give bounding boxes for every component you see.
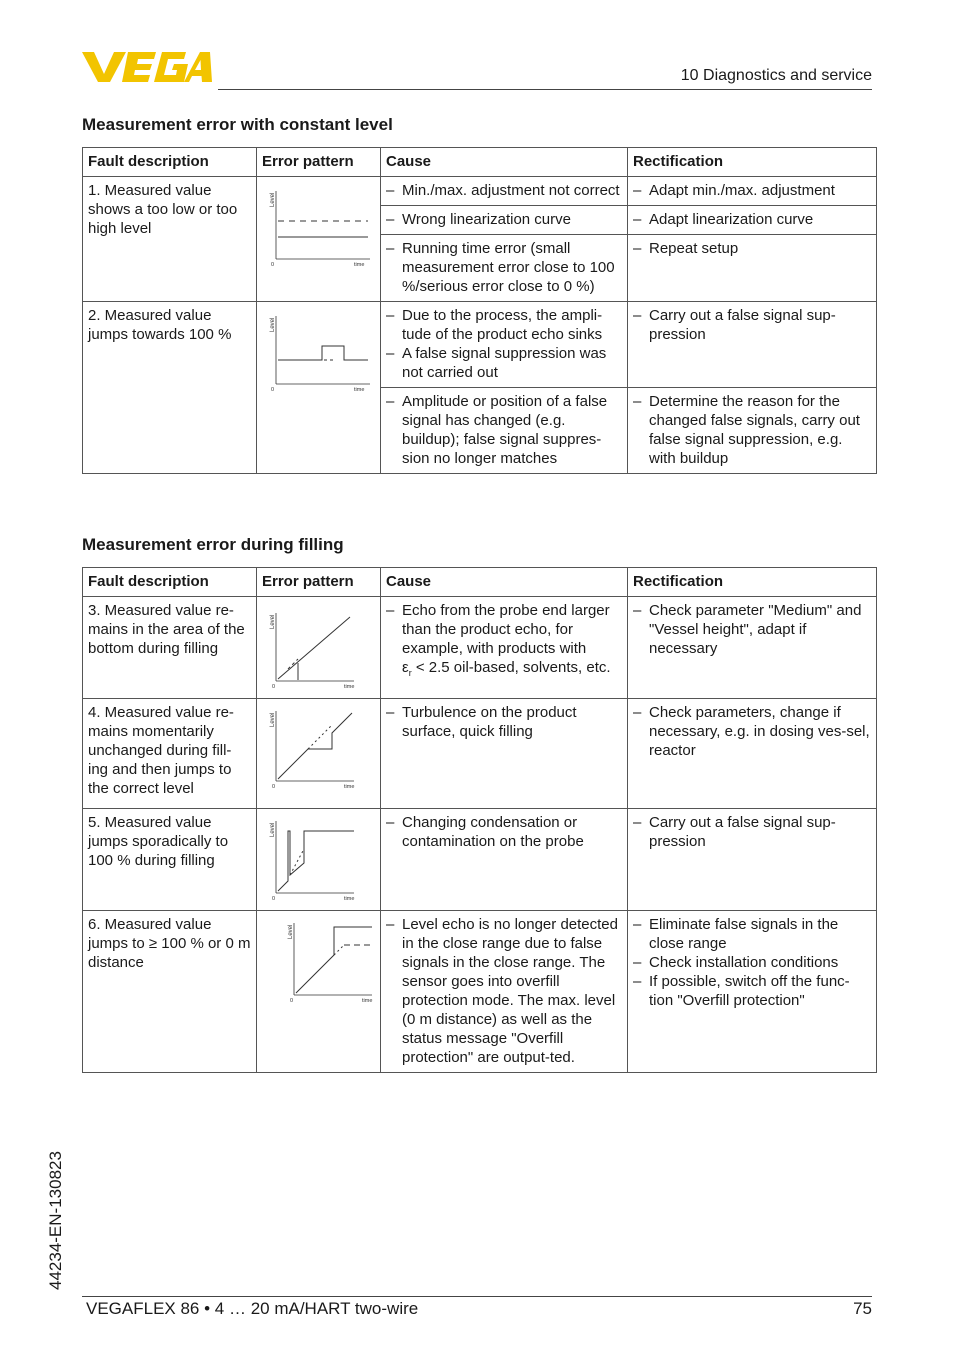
cause-cell: – Due to the process, the ampli-tude of the product echo sinks – A false signal suppression was not carried out: [381, 302, 628, 388]
error-pattern-5: [257, 809, 381, 911]
col-cause: Cause: [381, 568, 628, 597]
error-pattern-chart: [262, 703, 386, 803]
rectification-cell: – Adapt min./max. adjustment: [628, 177, 877, 206]
table-row: [83, 597, 877, 699]
axis-label-time: time: [362, 998, 373, 1004]
rectification-cell: – Adapt linearization curve: [628, 206, 877, 235]
cause-cell: – Changing condensation or contamination on the probe: [381, 809, 628, 911]
error-pattern-3: [257, 597, 381, 699]
error-pattern-6: [257, 911, 381, 1073]
fault-table-constant-level: [82, 147, 877, 474]
chapter-title: 10 Diagnostics and service: [680, 67, 872, 84]
col-error-pattern: Error pattern: [257, 148, 381, 177]
document-number: 44234-EN-130823: [46, 1151, 65, 1290]
error-pattern-2: [257, 302, 381, 474]
fault-description: 6. Measured value jumps to ≥ 100 % or 0 m distance: [83, 911, 257, 1073]
section-title-constant-level: Measurement error with constant level: [82, 115, 393, 134]
axis-label-level: Level: [270, 317, 276, 332]
product-name: VEGAFLEX 86 • 4 … 20 mA/HART two-wire: [86, 1299, 419, 1318]
cause-cell: – Wrong linearization curve: [381, 206, 628, 235]
axis-label-level: Level: [288, 924, 294, 939]
header-rule: [218, 89, 872, 90]
axis-label-time: time: [354, 262, 365, 268]
axis-origin: 0: [272, 896, 276, 902]
error-pattern-chart: [262, 813, 386, 905]
error-pattern-chart: [262, 915, 386, 1015]
rectification-cell: – Check parameters, change if necessary, e.g. in dosing ves-sel, reactor: [628, 699, 877, 809]
fault-description: 2. Measured value jumps towards 100 %: [83, 302, 257, 474]
axis-label-time: time: [344, 684, 355, 690]
col-rectification: Rectification: [628, 568, 877, 597]
axis-origin: 0: [271, 262, 275, 268]
axis-label-time: time: [344, 784, 355, 790]
axis-label-level: Level: [270, 192, 276, 207]
axis-label-level: Level: [270, 614, 276, 629]
fault-description: 4. Measured value re-mains momentarily unchanged during fill-ing and then jumps to the correct level: [83, 699, 257, 809]
table-row: [83, 911, 877, 1073]
fault-description: 5. Measured value jumps sporadically to 100 % during filling: [83, 809, 257, 911]
rectification-cell: – Determine the reason for the changed false signals, carry out false signal suppression, e.g. with buildup: [628, 388, 877, 474]
axis-label-time: time: [354, 387, 365, 393]
col-rectification: Rectification: [628, 148, 877, 177]
table-header-row: [83, 148, 877, 177]
cause-cell: – Running time error (small measurement error close to 100 %/serious error close to 0 %): [381, 235, 628, 302]
axis-label-level: Level: [270, 712, 276, 727]
table-row: [83, 699, 877, 809]
cause-cell: – Turbulence on the product surface, quick filling: [381, 699, 628, 809]
rectification-cell: – Eliminate false signals in the close range – Check installation conditions – If possible, switch off the func-tion "Overfill protection": [628, 911, 877, 1073]
table-row: [83, 177, 877, 206]
fault-description: 1. Measured value shows a too low or too high level: [83, 177, 257, 302]
col-fault-description: Fault description: [83, 568, 257, 597]
table-header-row: [83, 568, 877, 597]
rectification-cell: – Carry out a false signal sup-pression: [628, 302, 877, 388]
rectification-cell: – Check parameter "Medium" and "Vessel height", adapt if necessary: [628, 597, 877, 699]
fault-table-filling: [82, 567, 877, 1073]
rectification-cell: – Carry out a false signal sup-pression: [628, 809, 877, 911]
footer-rule: [82, 1296, 872, 1297]
vega-logo: [80, 48, 212, 86]
cause-cell: – Min./max. adjustment not correct: [381, 177, 628, 206]
table-row: [83, 809, 877, 911]
axis-origin: 0: [271, 387, 275, 393]
col-fault-description: Fault description: [83, 148, 257, 177]
cause-cell: – Amplitude or position of a false signal has changed (e.g. buildup); false signal suppres-sion no longer matches: [381, 388, 628, 474]
col-error-pattern: Error pattern: [257, 568, 381, 597]
table-row: [83, 302, 877, 388]
fault-description: 3. Measured value re-mains in the area of the bottom during filling: [83, 597, 257, 699]
axis-label-time: time: [344, 896, 355, 902]
col-cause: Cause: [381, 148, 628, 177]
error-pattern-4: [257, 699, 381, 809]
axis-origin: 0: [272, 784, 276, 790]
error-pattern-chart: [262, 601, 386, 693]
cause-cell: – Echo from the probe end larger than the product echo, for example, with products with $\varepsilon_r < 2.5$ oil-based, solvents, etc.: [381, 597, 628, 699]
axis-origin: 0: [272, 684, 276, 690]
axis-label-level: Level: [270, 822, 276, 837]
rectification-cell: – Repeat setup: [628, 235, 877, 302]
axis-origin: 0: [290, 998, 294, 1004]
cause-cell: – Level echo is no longer detected in the close range due to false signals in the close range. The sensor goes into overfill protection mode. The max. level (0 m distance) as well as the status message "Overfill protection" are output-ted.: [381, 911, 628, 1073]
error-pattern-chart: [262, 181, 386, 271]
error-pattern-chart: [262, 306, 386, 396]
error-pattern-1: [257, 177, 381, 302]
section-title-filling: Measurement error during filling: [82, 535, 344, 554]
page-number: 75: [853, 1299, 872, 1318]
